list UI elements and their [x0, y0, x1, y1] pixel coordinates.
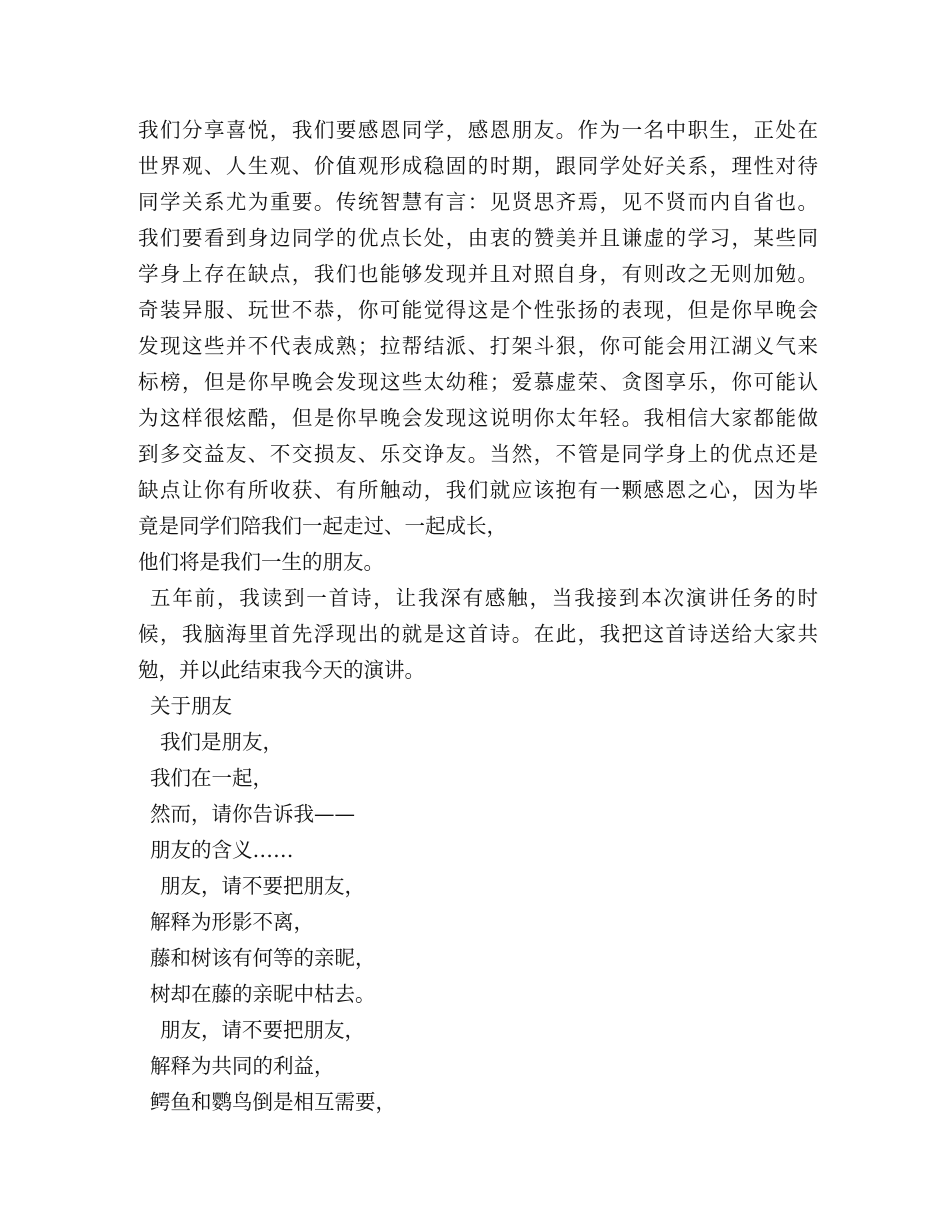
poem-title: 关于朋友 — [150, 694, 232, 718]
paragraph-line: 世界观、人生观、价值观形成稳固的时期，跟同学处好关系，理性对待 — [138, 154, 818, 178]
paragraph-line: 同学关系尤为重要。传统智慧有言：见贤思齐焉，见不贤而内自省也。 — [138, 190, 818, 214]
poem-line: 树却在藤的亲昵中枯去。 — [150, 982, 376, 1006]
paragraph-end-line: 他们将是我们一生的朋友。 — [138, 550, 384, 574]
paragraph-line: 我们分享喜悦，我们要感恩同学，感恩朋友。作为一名中职生，正处在 — [138, 118, 818, 142]
paragraph-line: 五年前，我读到一首诗，让我深有感触，当我接到本次演讲任务的时 — [150, 586, 818, 610]
paragraph-line: 我们要看到身边同学的优点长处，由衷的赞美并且谦虚的学习，某些同 — [138, 226, 818, 250]
poem-line: 藤和树该有何等的亲昵， — [150, 946, 376, 970]
poem-line: 鳄鱼和鹦鸟倒是相互需要， — [150, 1090, 396, 1114]
paragraph-end-line: 勉，并以此结束我今天的演讲。 — [138, 658, 425, 682]
paragraph-line: 到多交益友、不交损友、乐交诤友。当然，不管是同学身上的优点还是 — [138, 442, 818, 466]
paragraph-line: 奇装异服、玩世不恭，你可能觉得这是个性张扬的表现，但是你早晚会 — [138, 298, 818, 322]
speech-text — [138, 112, 818, 1120]
paragraph-line: 学身上存在缺点，我们也能够发现并且对照自身，有则改之无则加勉。 — [138, 262, 818, 286]
poem-line: 朋友的含义…… — [150, 838, 294, 862]
paragraph-line: 标榜，但是你早晚会发现这些太幼稚；爱慕虚荣、贪图享乐，你可能认 — [138, 370, 818, 394]
poem-line: 朋友，请不要把朋友， — [160, 1018, 365, 1042]
paragraph-line: 发现这些并不代表成熟；拉帮结派、打架斗狠，你可能会用江湖义气来 — [138, 334, 818, 358]
poem-line: 我们是朋友， — [160, 730, 283, 754]
paragraph-line: 为这样很炫酷，但是你早晚会发现这说明你太年轻。我相信大家都能做 — [138, 406, 818, 430]
poem-line: 解释为形影不离， — [150, 910, 314, 934]
paragraph-line: 缺点让你有所收获、有所触动，我们就应该抱有一颗感恩之心，因为毕 — [138, 478, 818, 502]
poem-line: 我们在一起， — [150, 766, 273, 790]
poem-line: 然而，请你告诉我—— — [150, 802, 355, 826]
paragraph-line: 竟是同学们陪我们一起走过、一起成长， — [138, 514, 507, 538]
paragraph-line: 候，我脑海里首先浮现出的就是这首诗。在此，我把这首诗送给大家共 — [138, 622, 818, 646]
poem-line: 朋友，请不要把朋友， — [160, 874, 365, 898]
poem-line: 解释为共同的利益， — [150, 1054, 335, 1078]
